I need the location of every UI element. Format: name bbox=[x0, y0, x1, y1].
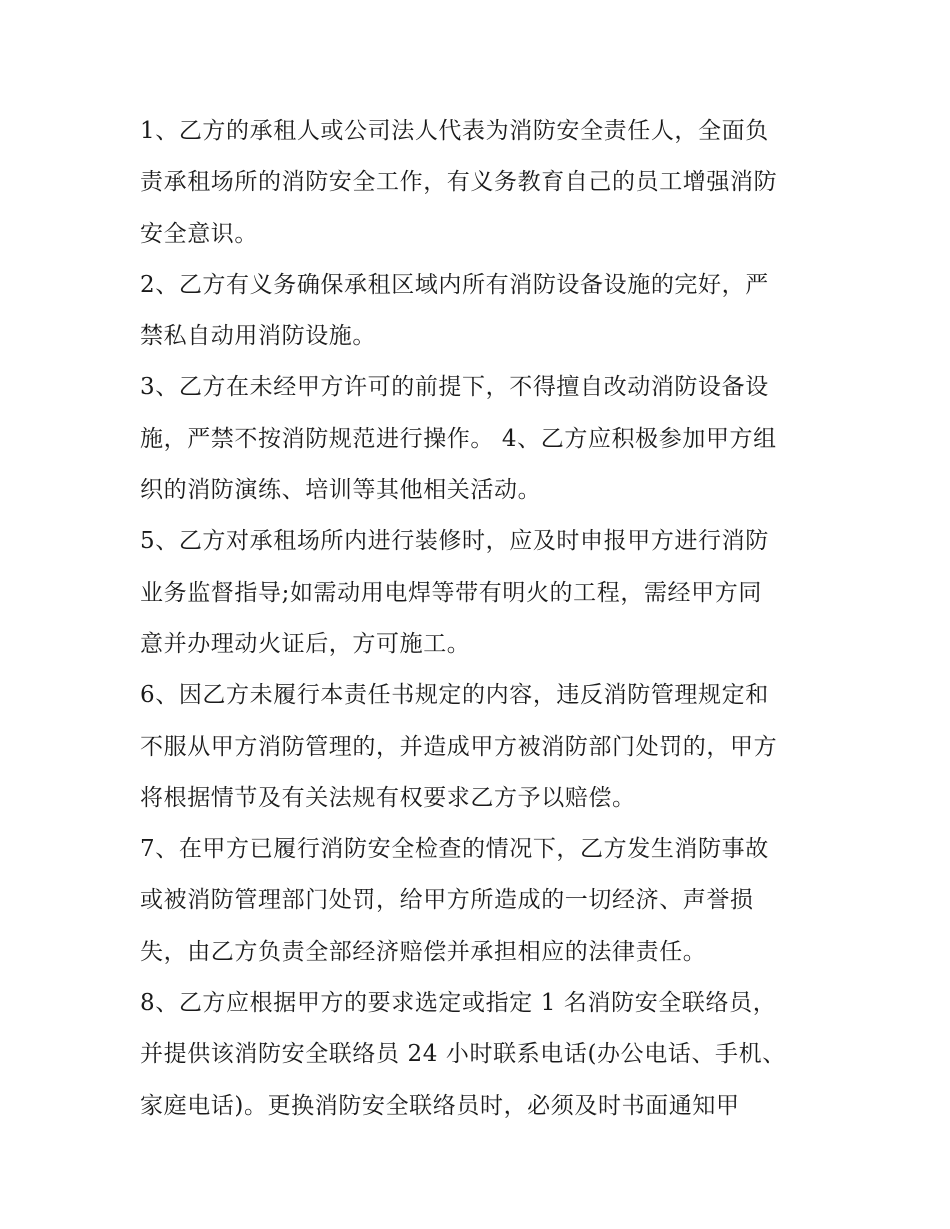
text-line: 1、乙方的承租人或公司法人代表为消防安全责任人，全面负 bbox=[140, 118, 769, 144]
text-line: 织的消防演练、培训等其他相关活动。 bbox=[140, 477, 542, 504]
text-line: 不服从甲方消防管理的，并造成甲方被消防部门处罚的，甲方 bbox=[140, 733, 778, 760]
text-line: 8、乙方应根据甲方的要求选定或指定 1 名消防安全联络员， bbox=[140, 990, 777, 1017]
text-line: 安全意识。 bbox=[140, 220, 258, 247]
text-line: 将根据情节及有关法规有权要求乙方予以赔偿。 bbox=[140, 784, 636, 811]
document-body bbox=[140, 106, 820, 1132]
text-line: 3、乙方在未经甲方许可的前提下，不得擅自改动消防设备设 bbox=[140, 374, 769, 401]
text-line: 失，由乙方负责全部经济赔偿并承担相应的法律责任。 bbox=[140, 938, 707, 965]
text-line: 意并办理动火证后，方可施工。 bbox=[140, 630, 471, 657]
text-line: 责承租场所的消防安全工作，有义务教育自己的员工增强消防 bbox=[140, 169, 778, 196]
text-line: 禁私自动用消防设施。 bbox=[140, 323, 376, 350]
text-line: 业务监督指导;如需动用电焊等带有明火的工程，需经甲方同 bbox=[140, 579, 762, 606]
text-line: 6、因乙方未履行本责任书规定的内容，违反消防管理规定和 bbox=[140, 682, 769, 709]
text-line: 或被消防管理部门处罚，给甲方所造成的一切经济、声誉损 bbox=[140, 887, 754, 914]
text-line: 7、在甲方已履行消防安全检查的情况下，乙方发生消防事故 bbox=[140, 836, 769, 863]
text-line: 施，严禁不按消防规范进行操作。 4、乙方应积极参加甲方组 bbox=[140, 425, 777, 452]
text-line: 5、乙方对承租场所内进行装修时，应及时申报甲方进行消防 bbox=[140, 528, 769, 555]
text-line: 2、乙方有义务确保承租区域内所有消防设备设施的完好，严 bbox=[140, 271, 769, 298]
text-line: 家庭电话)。更换消防安全联络员时，必须及时书面通知甲 bbox=[140, 1092, 740, 1119]
text-line: 并提供该消防安全联络员 24 小时联系电话(办公电话、手机、 bbox=[140, 1041, 786, 1068]
